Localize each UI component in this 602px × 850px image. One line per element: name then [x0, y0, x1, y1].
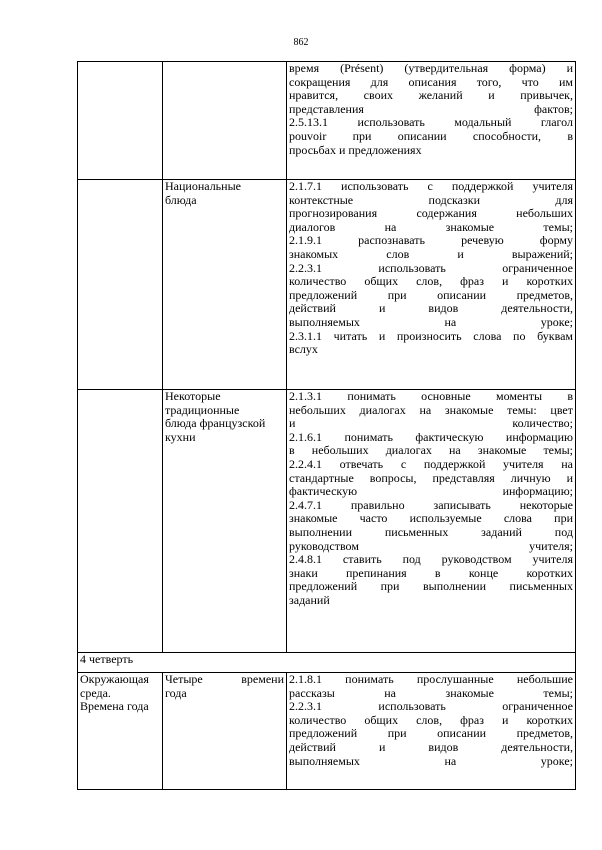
objectives-cell [287, 673, 576, 790]
table-row [78, 673, 576, 790]
objective-line: 2.1.6.1 понимать фактическую информацию [289, 429, 573, 444]
objective-line: выполняемых на уроке; [289, 314, 573, 329]
section-line: среда. [80, 685, 111, 700]
objectives-cell [287, 62, 576, 180]
section-cell [78, 390, 163, 653]
curriculum-table [77, 61, 576, 790]
objective-line: и количество; [289, 416, 573, 431]
topic-line: блюда [165, 192, 197, 207]
objective-line: 2.2.3.1 использовать ограниченное [289, 260, 573, 275]
objective-line: 2.1.7.1 использовать с поддержкой учителя [289, 179, 573, 193]
objective-line: 2.4.7.1 правильно записывать некоторые [289, 497, 573, 512]
objective-line: фактическую информацию; [289, 484, 573, 499]
objective-line: предложений при описании предметов, [289, 287, 573, 302]
objective-line: заданий [289, 592, 330, 607]
objective-line: вслух [289, 342, 318, 357]
objective-line: 2.1.3.1 понимать основные моменты в [289, 389, 573, 403]
objective-line: предложений при описании предметов, [289, 726, 573, 741]
objective-line: 2.5.13.1 использовать модальный глагол [289, 115, 573, 130]
objectives-cell [287, 180, 576, 390]
topic-line: года [165, 685, 187, 700]
objective-line: 2.2.3.1 использовать ограниченное [289, 699, 573, 714]
section-line: Окружающая [80, 672, 149, 686]
objective-line: 2.2.4.1 отвечать с поддержкой учителя на [289, 456, 573, 471]
objective-line: 2.1.8.1 понимать прослушанные небольшие [289, 672, 573, 686]
table-row [78, 653, 576, 673]
objective-line: просьбах и предложениях [289, 142, 422, 157]
objective-line: 2.1.9.1 распознавать речевую форму [289, 233, 573, 248]
topic-cell [163, 62, 287, 180]
topic-line: Национальные [165, 179, 241, 193]
objective-line: нравится, своих желаний и привычек, [289, 88, 573, 103]
topic-line: Четыре времени [165, 672, 284, 686]
objective-line: предложений при выполнении письменных [289, 579, 573, 594]
table-row [78, 180, 576, 390]
objective-line: стандартные вопросы, представляя личную и [289, 470, 573, 485]
quarter-heading: 4 четверть [78, 653, 576, 673]
objective-line: в небольших диалогах на знакомые темы; [289, 443, 573, 458]
objective-line: представления фактов; [289, 101, 573, 116]
topic-line: традиционные [165, 402, 240, 417]
objective-line: прогнозирования содержания небольших [289, 206, 573, 221]
objective-line: количество общих слов, фраз и коротких [289, 712, 573, 727]
table-row [78, 62, 576, 180]
objective-line: выполнении письменных заданий под [289, 524, 573, 539]
objective-line: рассказы на знакомые темы; [289, 685, 573, 700]
objective-line: 2.3.1.1 читать и произносить слова по буквам [289, 328, 573, 343]
objective-line: выполняемых на уроке; [289, 753, 573, 768]
objective-line: количество общих слов, фраз и коротких [289, 274, 573, 289]
objective-line: диалогов на знакомые темы; [289, 219, 573, 234]
objective-line: знакомых слов и выражений; [289, 246, 573, 261]
objective-line: небольших диалогах на знакомые темы: цвет [289, 402, 573, 417]
topic-line: Некоторые [165, 389, 221, 403]
section-line: Времена года [80, 699, 149, 714]
objective-line: 2.4.8.1 ставить под руководством учителя [289, 552, 573, 567]
objective-line: знакомые часто используемые слова при [289, 511, 573, 526]
topic-line: кухни [165, 429, 196, 444]
section-cell [78, 62, 163, 180]
objective-line: действий и видов деятельности, [289, 739, 573, 754]
page-number: 862 [293, 37, 309, 48]
topic-cell [163, 390, 287, 653]
section-cell [78, 180, 163, 390]
objective-line: контекстные подсказки для [289, 192, 573, 207]
topic-line: блюда французской [165, 416, 266, 431]
topic-cell [163, 673, 287, 790]
objectives-cell [287, 390, 576, 653]
objective-line: время (Présent) (утвердительная форма) и [289, 61, 573, 75]
objective-line: действий и видов деятельности, [289, 301, 573, 316]
table-row [78, 390, 576, 653]
objective-line: руководством учителя; [289, 538, 573, 553]
section-cell [78, 673, 163, 790]
objective-line: знаки препинания в конце коротких [289, 565, 573, 580]
objective-line: сокращения для описания того, что им [289, 74, 573, 89]
topic-cell [163, 180, 287, 390]
objective-line: pouvoir при описании способности, в [289, 128, 573, 143]
